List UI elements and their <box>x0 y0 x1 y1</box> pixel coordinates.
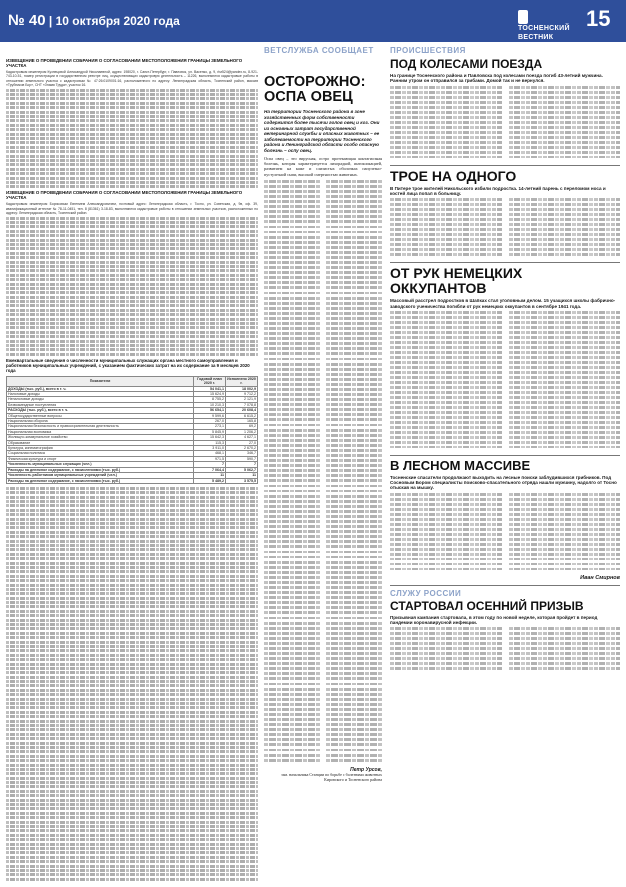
divider <box>390 262 620 263</box>
divider <box>390 585 620 586</box>
notice2-body-text <box>6 217 258 356</box>
row-plan: 468,1 <box>194 451 226 456</box>
article4-body <box>390 493 620 573</box>
row-label: РАСХОДЫ (тыс. руб.), всего в т. ч. <box>7 408 194 413</box>
row-label: Национальная экономика <box>7 429 194 434</box>
article4-headline: В ЛЕСНОМ МАССИВЕ <box>390 457 531 473</box>
incidents-rubric: ПРОИСШЕСТВИЯ <box>390 46 466 55</box>
row-plan: 54 041,1 <box>194 386 226 391</box>
col-indicator: Показатели <box>7 376 194 386</box>
row-fact: 2 670,2 <box>226 446 258 451</box>
row-label: ДОХОДЫ (тыс. руб.), всего в т. ч. <box>7 386 194 391</box>
row-label: Безвозмездные поступления <box>7 402 194 407</box>
article3-lead: Массовый расстрел подростков в Шапках стал уголовным делом. 15 учащихся школы фабрично-заводского ученичества погибли от рук немецких оккупантов в сентябре 1941 года. <box>390 298 616 309</box>
notice1-text: Кадастровым инженером Кузнецовой Александрой Николаевной, адрес: 198020, г. Санкт-Петербург, г. Павловск, ул. Васенко, д. 9, rbz524@yandex.ru, 8-921-743-10-51, номер регистрации в государственном реестре лиц, осуществляющих кадастровую деятельность – 11226, выполняются кадастровые работы в отношении земельного участка с кадастровым № 47:26:0109001:16, расположенного по адресу: Ленинградская область, Тосненский район, массив «Трубников Бор», СНТ «Знамя Труда», участок 16. <box>6 70 258 87</box>
row-fact: 69,2 <box>226 424 258 429</box>
vet-body-columns <box>264 180 382 764</box>
vet-body: Оспа овец – это вирусная, остро протекающая контагиозная болезнь, которая характеризуется лихорадкой, интоксикацией, развитием на коже и слизистых оболочках папулезно-пустулезной сыпи, высокой смертностью животных. <box>264 156 382 177</box>
issue-date: 10 октября 2020 года <box>55 14 180 28</box>
row-label: Неналоговые доходы <box>7 397 194 402</box>
article3-body <box>390 311 620 451</box>
notice2-title: ИЗВЕЩЕНИЕ О ПРОВЕДЕНИИ СОБРАНИЯ О СОГЛАСОВАНИИ МЕСТОПОЛОЖЕНИЯ ГРАНИЦЫ ЗЕМЕЛЬНОГО УЧАСТКА <box>6 190 243 201</box>
notice1-title: ИЗВЕЩЕНИЕ О ПРОВЕДЕНИИ СОБРАНИЯ О СОГЛАСОВАНИИ МЕСТОПОЛОЖЕНИЯ ГРАНИЦЫ ЗЕМЕЛЬНОГО УЧАСТКА <box>6 58 243 68</box>
row-fact: 346,7 <box>226 451 258 456</box>
divider <box>390 455 620 456</box>
row-plan: 15 624,9 <box>194 392 226 397</box>
report-title: Ежеквартальные сведения о численности муниципальных служащих органа местного самоуправления и работников муниципальных учреждений, с указанием фактических затрат на их содержание за 9 месяцев 2020 года <box>6 357 250 373</box>
notice1-body-text <box>6 89 258 189</box>
row-label: Общегосударственные вопросы <box>7 413 194 418</box>
row-plan: 5 489,2 <box>194 478 226 483</box>
page-header <box>0 0 626 42</box>
row-label: Образование <box>7 440 194 445</box>
row-label: Численность муниципальных служащих (чел.) <box>7 462 194 467</box>
col-fact: Исполнено 2020 г. <box>227 376 256 386</box>
row-fact: 6 615,2 <box>226 413 258 418</box>
row-fact: 7 078,8 <box>226 402 258 407</box>
row-label: Расходы на денежное содержание, с начислениями (тыс. руб.) <box>7 467 194 472</box>
article1-headline: ПОД КОЛЕСАМИ ПОЕЗДА <box>390 57 543 71</box>
page-number: 15 <box>586 6 611 31</box>
row-label: Социальная политика <box>7 451 194 456</box>
row-fact: 1 206,2 <box>226 429 258 434</box>
article5-lead: Призывная кампания стартовала, в этом году по новой неделе, которая пройдет в период пандемии коронавирусной инфекции. <box>390 614 598 625</box>
issue-info <box>8 12 180 29</box>
newspaper-logo <box>518 10 574 42</box>
legal-footnotes-text <box>6 487 258 882</box>
official-notices-column <box>6 56 258 882</box>
col-plan: Годовой план 2020 г. <box>194 376 226 386</box>
row-fact: 2 121,9 <box>226 397 258 402</box>
row-plan: 56 654,1 <box>194 408 226 413</box>
divider <box>390 165 620 166</box>
finance-table <box>6 376 258 484</box>
finance-table-body <box>7 386 258 483</box>
logo-line2: ВЕСТНИК <box>518 34 554 41</box>
row-plan: 7 064,4 <box>194 467 226 472</box>
vet-article <box>264 46 382 882</box>
row-plan: 3 911,0 <box>194 446 226 451</box>
article2-lead: В Питере трое жителей Никольского избили подростка. 14-летний парень с переломом носа и костей лица попал в больницу. <box>390 185 606 196</box>
row-plan: 7 <box>194 462 226 467</box>
article1-body <box>390 86 620 161</box>
vet-signature: Петр Урсов, <box>350 766 382 773</box>
row-plan: 10 210,3 <box>194 402 226 407</box>
row-label: Расходы на денежное содержание, с начислениями (тыс. руб.) <box>7 478 194 483</box>
row-plan: 273,1 <box>194 424 226 429</box>
vet-lead: На территории Тосненского района в зоне хозяйственных форм собственности содержится более тысячи голов овец и коз. Они из основных затрат государственной ветеринарной службы и опасных животных – ее заболеваемости на территории Тосненского района и Ленинградской области особо опасную болезнь – оспу овец. <box>264 109 380 153</box>
row-plan: 9 599,6 <box>194 413 226 418</box>
row-plan: 5 845,9 <box>194 429 226 434</box>
row-fact: 4 627,1 <box>226 435 258 440</box>
article5-headline: СТАРТОВАЛ ОСЕННИЙ ПРИЗЫВ <box>390 598 584 613</box>
article5-body <box>390 627 620 672</box>
row-label: Жилищно-коммунальное хозяйство <box>7 435 194 440</box>
row-fact: 590,7 <box>226 456 258 461</box>
row-fact: 5 062,7 <box>226 467 258 472</box>
separator: | <box>48 14 56 28</box>
row-label: Национальная оборона <box>7 419 194 424</box>
row-fact: 7 <box>226 462 258 467</box>
service-rubric: СЛУЖУ РОССИИ <box>390 588 462 598</box>
row-label: Культура, кинематография <box>7 446 194 451</box>
row-label: Национальная безопасность и правоохранительная деятельность <box>7 424 194 429</box>
row-plan: 11 <box>194 473 226 478</box>
vet-headline: ОСТОРОЖНО: ОСПА ОВЕЦ <box>264 74 366 105</box>
article2-body <box>390 198 620 258</box>
row-plan: 15 642,3 <box>194 435 226 440</box>
notice2-text: Кадастровым инженером Борисовым Евгением Александровичем, почтовый адрес: Ленинградская область, г. Тосно, ул. Советская, д. 9в, оф. 39, квалификационный аттестат № 78-11-0451, тел. 8 (81361) 3-18-83, выполняются кадастровые работы в отношении земельных участков, расположенных по адресу: Ленинградская область, Тосненский район. <box>6 202 258 215</box>
incidents-column <box>390 46 620 882</box>
vet-rubric: ВЕТСЛУЖБА СООБЩАЕТ <box>264 46 374 55</box>
article3-headline: ОТ РУК НЕМЕЦКИХ ОККУПАНТОВ <box>390 265 523 297</box>
vet-lead-block <box>264 109 382 153</box>
row-fact: 165,8 <box>226 419 258 424</box>
row-fact: 18 002,9 <box>226 386 258 391</box>
article4-lead: Тосненские спасатели продолжают выходить на лесные поиски заблудившихся грибников. Под Сосновым Бором специалисты поисково-спасательного отряда нашли мужчину, надолго от Тосно отыскав на мышку. <box>390 474 617 491</box>
row-label: Численность работников муниципальных учреждений (чел.) <box>7 473 194 478</box>
finance-table-header <box>7 376 258 386</box>
row-plan: 267,0 <box>194 419 226 424</box>
row-fact: 3 575,5 <box>226 478 258 483</box>
row-fact: 11 <box>226 473 258 478</box>
logo-line1: ТОСНЕНСКИЙ <box>518 25 570 32</box>
article4-byline: Иван Смирнов <box>580 574 620 581</box>
logo-mark-icon <box>518 10 528 24</box>
table-row <box>7 478 258 483</box>
row-plan: 115,3 <box>194 440 226 445</box>
row-label: Физическая культура и спорт <box>7 456 194 461</box>
row-label: Налоговые доходы <box>7 392 194 397</box>
issue-number: № 40 <box>8 12 46 29</box>
row-plan: 971,5 <box>194 456 226 461</box>
row-plan: 8 755,2 <box>194 397 226 402</box>
article2-headline: ТРОЕ НА ОДНОГО <box>390 167 517 184</box>
row-fact: 20 608,4 <box>226 408 258 413</box>
vet-signature-title: зам. начальника Станции по борьбе с болезнями животных Кировского и Тосненского района <box>281 771 382 782</box>
article1-lead: На границе Тосненского района и Павловска под колесами поезда погиб 43-летний мужчина. Ранним утром он отправился за грибами. Домой так и не вернулся. <box>390 73 603 84</box>
row-fact: 27,0 <box>226 440 258 445</box>
row-fact: 9 712,2 <box>226 392 258 397</box>
